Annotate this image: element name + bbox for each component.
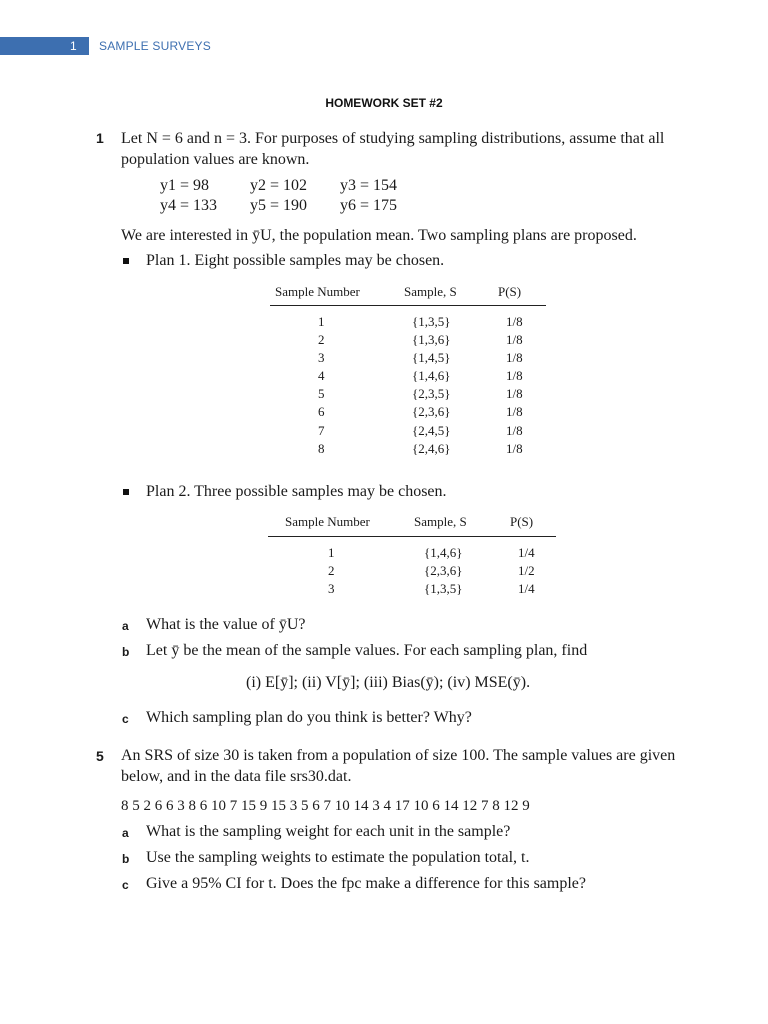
part-text: What is the value of ȳU? — [146, 616, 306, 633]
table-cell: 3 — [328, 581, 335, 596]
table-cell: 2 — [318, 332, 325, 347]
table-cell: 5 — [318, 386, 325, 401]
table-cell: {2,3,6} — [424, 563, 463, 578]
table-cell: 1 — [328, 545, 335, 560]
part-label: a — [122, 619, 129, 633]
part-text: Which sampling plan do you think is better? Why? — [146, 709, 472, 726]
table-cell: {1,3,5} — [412, 314, 451, 329]
problem-intro-line-1: An SRS of size 30 is taken from a population of size 100. The sample values are given — [121, 747, 676, 764]
problem-intro-line-1: Let N = 6 and n = 3. For purposes of studying sampling distributions, assume that all — [121, 130, 665, 147]
table-cell: 8 — [318, 441, 325, 456]
population-value: y4 = 133 — [160, 197, 218, 214]
table-cell: {2,3,5} — [412, 386, 451, 401]
part-text: Use the sampling weights to estimate the population total, t. — [146, 849, 530, 866]
table-cell: 1/8 — [506, 423, 523, 438]
table-cell: 1/8 — [506, 350, 523, 365]
table-header-sample: Sample, S — [404, 284, 457, 299]
part-text: Let ȳ be the mean of the sample values. For each sampling plan, find — [146, 642, 588, 659]
interest-line: We are interested in ȳU, the population mean. Two sampling plans are proposed. — [121, 227, 637, 244]
table-cell: 1/8 — [506, 314, 523, 329]
problem-intro-line-2: below, and in the data file srs30.dat. — [121, 768, 352, 785]
part-label: b — [122, 852, 130, 866]
bullet-icon — [123, 489, 129, 495]
table-cell: 1/8 — [506, 386, 523, 401]
part-label: b — [122, 645, 130, 659]
table-cell: 1/4 — [518, 545, 535, 560]
table-cell: {1,4,6} — [412, 368, 451, 383]
table-cell: 1/8 — [506, 441, 523, 456]
part-label: a — [122, 826, 129, 840]
population-value: y1 = 98 — [160, 177, 210, 194]
page-header — [0, 36, 768, 56]
table-header-probability: P(S) — [510, 514, 534, 529]
table-header-sample-number: Sample Number — [275, 284, 360, 299]
table-cell: 1/8 — [506, 404, 523, 419]
table-cell: 1/8 — [506, 368, 523, 383]
document-title: HOMEWORK SET #2 — [325, 96, 443, 110]
table-header-probability: P(S) — [498, 284, 522, 299]
problem-number: 1 — [96, 130, 104, 146]
table-cell: 1/8 — [506, 332, 523, 347]
table-cell: {2,4,5} — [412, 423, 451, 438]
plan-1-label: Plan 1. Eight possible samples may be chosen. — [146, 252, 445, 269]
population-value: y3 = 154 — [340, 177, 398, 194]
population-value: y6 = 175 — [340, 197, 398, 214]
table-cell: 3 — [318, 350, 325, 365]
table-cell: {1,3,5} — [424, 581, 463, 596]
part-text: What is the sampling weight for each unit in the sample? — [146, 823, 511, 840]
table-header-rule — [268, 536, 556, 537]
plan-2-label: Plan 2. Three possible samples may be chosen. — [146, 483, 447, 500]
population-value: y5 = 190 — [250, 197, 308, 214]
table-cell: {2,4,6} — [412, 441, 451, 456]
table-cell: {1,3,6} — [412, 332, 451, 347]
population-value: y2 = 102 — [250, 177, 308, 194]
table-cell: {1,4,6} — [424, 545, 463, 560]
table-cell: 6 — [318, 404, 325, 419]
table-header-rule — [270, 305, 546, 306]
table-cell: 1/2 — [518, 563, 535, 578]
table-header-sample-number: Sample Number — [285, 514, 370, 529]
header-section-title: SAMPLE SURVEYS — [99, 39, 211, 53]
part-label: c — [122, 878, 129, 892]
table-cell: {1,4,5} — [412, 350, 451, 365]
problem-intro-line-2: population values are known. — [121, 151, 310, 168]
table-cell: 4 — [318, 368, 325, 383]
formula-line: (i) E[ȳ]; (ii) V[ȳ]; (iii) Bias(ȳ); (iv) MSE(ȳ). — [246, 674, 531, 691]
table-cell: 2 — [328, 563, 335, 578]
data-values-line: 8 5 2 6 6 3 8 6 10 7 15 9 15 3 5 6 7 10 14 3 4 17 10 6 14 12 7 8 12 9 — [121, 798, 530, 814]
table-cell: {2,3,6} — [412, 404, 451, 419]
header-page-number: 1 — [70, 39, 77, 53]
part-label: c — [122, 712, 129, 726]
table-header-sample: Sample, S — [414, 514, 467, 529]
table-cell: 7 — [318, 423, 325, 438]
table-cell: 1/4 — [518, 581, 535, 596]
part-text: Give a 95% CI for t. Does the fpc make a difference for this sample? — [146, 875, 586, 892]
bullet-icon — [123, 258, 129, 264]
table-cell: 1 — [318, 314, 325, 329]
problem-number: 5 — [96, 748, 104, 764]
